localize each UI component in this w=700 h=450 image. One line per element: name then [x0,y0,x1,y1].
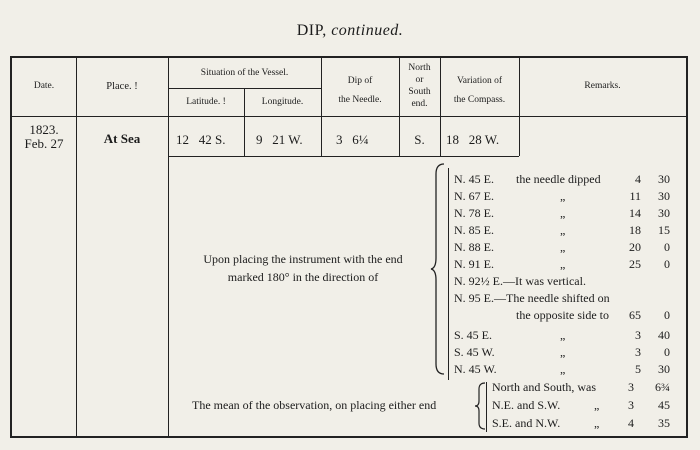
entry-latitude [176,132,225,148]
obs-degrees: 14 [629,206,641,220]
header-var-line2: the Compass. [453,95,506,105]
obs-remark: „ [560,223,566,237]
mean-list [488,380,686,434]
header-variation [440,72,519,110]
obs-remark: „ [560,362,566,376]
mean-degrees: 4 [628,416,634,430]
observations-rule [448,168,449,380]
mean-rule [486,382,487,432]
mean-mark: „ [594,416,600,430]
entry-date: Feb. 27 [24,136,64,151]
obs-minutes: 0 [664,240,670,254]
obs-minutes: 30 [658,189,670,203]
obs-degrees: 25 [629,257,641,271]
entry-longitude [256,132,303,148]
mean-direction: N.E. and S.W. [492,398,561,412]
obs-degrees: 65 [629,308,641,322]
entry-dip-min: 6¼ [352,132,369,147]
page-title-suffix: continued. [331,22,404,39]
entry-lat-deg: 12 [176,132,189,147]
mean-minutes: 45 [658,398,670,412]
obs-direction: N. 45 W. [454,362,497,376]
obs-direction: N. 67 E. [454,189,494,203]
obs-direction: N. 88 E. [454,240,494,254]
situation-subrule [169,88,321,89]
page-title [0,22,700,40]
obs-minutes: 15 [658,223,670,237]
observations-list [454,172,686,380]
obs-remark: „ [560,206,566,220]
header-var-line1: Variation of [456,76,503,86]
entry-lat-min: 42 S. [198,132,226,147]
header-ns [399,62,440,110]
obs-minutes: 30 [658,362,670,376]
obs-remark: „ [560,257,566,271]
obs-direction: N. 78 E. [454,206,494,220]
page-title-main: DIP, [296,22,327,39]
mean-mark: „ [594,398,600,412]
upon-placing-line1: Upon placing the instrument with the end [203,252,403,266]
obs-degrees: 4 [635,172,641,186]
obs-remark: the opposite side to [516,308,609,322]
obs-direction: N. 45 E. [454,172,494,186]
header-ns-line1: North [408,63,431,73]
header-place: Place. ! [106,81,138,92]
header-latitude: Latitude. ! [186,97,226,107]
entry-dip-deg: 3 [336,132,343,147]
entry-lon-deg: 9 [256,132,263,147]
mean-label: The mean of the observation, on placing either end [192,398,437,412]
obs-minutes: 0 [664,308,670,322]
obs-minutes: 0 [664,345,670,359]
obs-remark: the needle dipped [516,172,601,186]
upon-placing-text [176,250,430,286]
header-dip-line1: Dip of [347,76,373,86]
obs-remark: „ [560,328,566,342]
obs-degrees: 3 [635,345,641,359]
col-rule-place [168,58,169,436]
obs-direction: S. 45 W. [454,345,495,359]
obs-remark: „ [560,240,566,254]
obs-direction: N. 92½ E.—It was vertical. [454,274,586,288]
header-longitude: Longitude. [261,97,304,107]
obs-degrees: 5 [635,362,641,376]
mean-brace [474,382,486,430]
header-ns-line4: end. [411,99,428,109]
mean-minutes: 35 [658,416,670,430]
obs-direction: S. 45 E. [454,328,493,342]
dip-table [10,56,688,438]
entry-year: 1823. [29,122,59,137]
obs-remark: „ [560,189,566,203]
col-rule-var [519,58,520,156]
obs-degrees: 18 [629,223,641,237]
mean-degrees: 3 [628,398,634,412]
entry-dip [336,132,369,148]
col-rule-date [76,58,77,436]
obs-degrees: 11 [629,189,641,203]
obs-direction: N. 91 E. [454,257,494,271]
header-ns-line3: South [408,87,431,97]
obs-minutes: 40 [658,328,670,342]
entry-place: At Sea [103,131,141,146]
obs-degrees: 20 [629,240,641,254]
obs-direction: N. 95 E.—The needle shifted on [454,291,610,305]
mean-direction: North and South, was [492,380,596,394]
obs-minutes: 30 [658,206,670,220]
entry-variation: 18 28 W. [446,132,500,147]
entry-lon-min: 21 W. [272,132,303,147]
observations-brace [430,162,446,376]
header-date: Date. [33,81,55,91]
entry-row-rule [169,156,519,157]
obs-direction: N. 85 E. [454,223,494,237]
header-rule [12,116,686,117]
header-dip [321,72,399,110]
obs-degrees: 3 [635,328,641,342]
mean-minutes: 6¾ [655,380,670,394]
mean-degrees: 3 [628,380,634,394]
header-dip-line2: the Needle. [338,95,382,105]
upon-placing-line2: marked 180° in the direction of [227,270,379,284]
entry-end: S. [414,132,425,147]
header-remarks: Remarks. [584,81,621,91]
obs-minutes: 0 [664,257,670,271]
obs-remark: „ [560,345,566,359]
mean-direction: S.E. and N.W. [492,416,561,430]
header-situation: Situation of the Vessel. [200,68,289,78]
obs-minutes: 30 [658,172,670,186]
header-ns-line2: or [415,75,424,85]
